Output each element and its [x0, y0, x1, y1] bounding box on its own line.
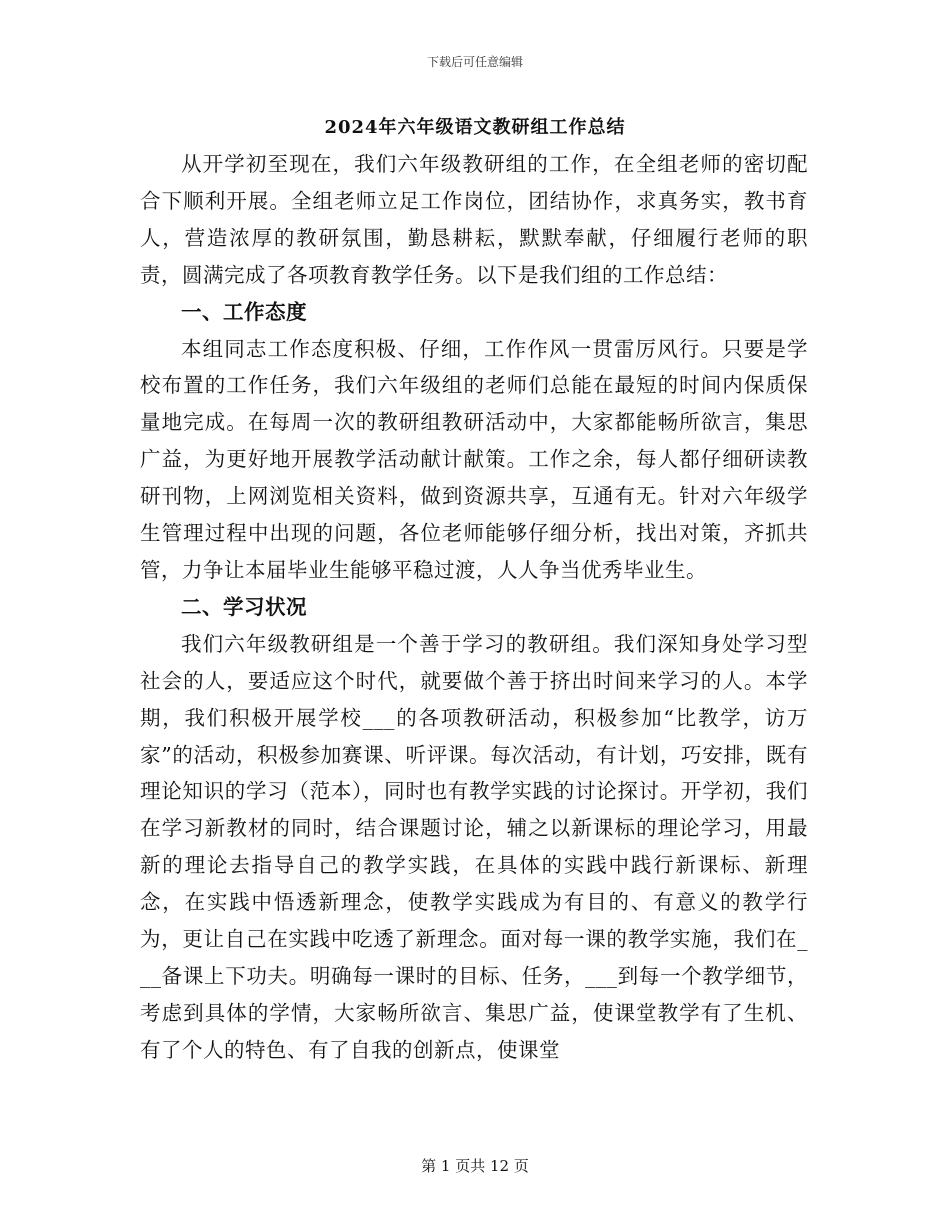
page-header-note: 下载后可任意编辑 — [426, 55, 523, 69]
intro-paragraph: 从开学初至现在，我们六年级教研组的工作，在全组老师的密切配合下顺利开展。全组老师立足工作岗位，团结协作，求真务实，教书育人，营造浓厚的教研氛围，勤恳耕耘，默默奉献，仔细履行老师的职责，圆满完成了各项教育教学任务。以下是我们组的工作总结： — [140, 152, 808, 287]
section-body-work-attitude: 本组同志工作态度积极、仔细，工作作风一贯雷厉风行。只要是学校布置的工作任务，我们六年级组的老师们总能在最短的时间内保质保量地完成。在每周一次的教研组教研活动中，大家都能畅所欲言，集思广益，为更好地开展教学活动献计献策。工作之余，每人都仔细研读教研刊物，上网浏览相关资料，做到资源共享，互通有无。针对六年级学生管理过程中出现的问题，各位老师能够仔细分析，找出对策，齐抓共管，力争让本届毕业生能够平稳过渡，人人争当优秀毕业生。 — [140, 336, 808, 582]
section-heading-work-attitude: 一、工作态度 — [181, 299, 307, 324]
section-heading-study-status: 二、学习状况 — [181, 594, 307, 619]
page-number: 第 1 页共 12 页 — [421, 1157, 529, 1175]
document-title: 2024年六年级语文教研组工作总结 — [324, 117, 626, 138]
document-body — [140, 146, 808, 1069]
section-body-study-status: 我们六年级教研组是一个善于学习的教研组。我们深知身处学习型社会的人，要适应这个时代，就要做个善于挤出时间来学习的人。本学期，我们积极开展学校___的各项教研活动，积极参加“比教学，访万家”的活动，积极参加赛课、听评课。每次活动，有计划，巧安排，既有理论知识的学习（范本），同时也有教学实践的讨论探讨。开学初，我们在学习新教材的同时，结合课题讨论，辅之以新课标的理论学习，用最新的理论去指导自己的教学实践，在具体的实践中践行新课标、新理念，在实践中悟透新理念，使教学实践成为有目的、有意义的教学行为，更让自己在实践中吃透了新理念。面对每一课的教学实施，我们在___备课上下功夫。明确每一课时的目标、任务，___到每一个教学细节，考虑到具体的学情，大家畅所欲言、集思广益，使课堂教学有了生机、有了个人的特色、有了自我的创新点，使课堂 — [140, 631, 808, 1062]
